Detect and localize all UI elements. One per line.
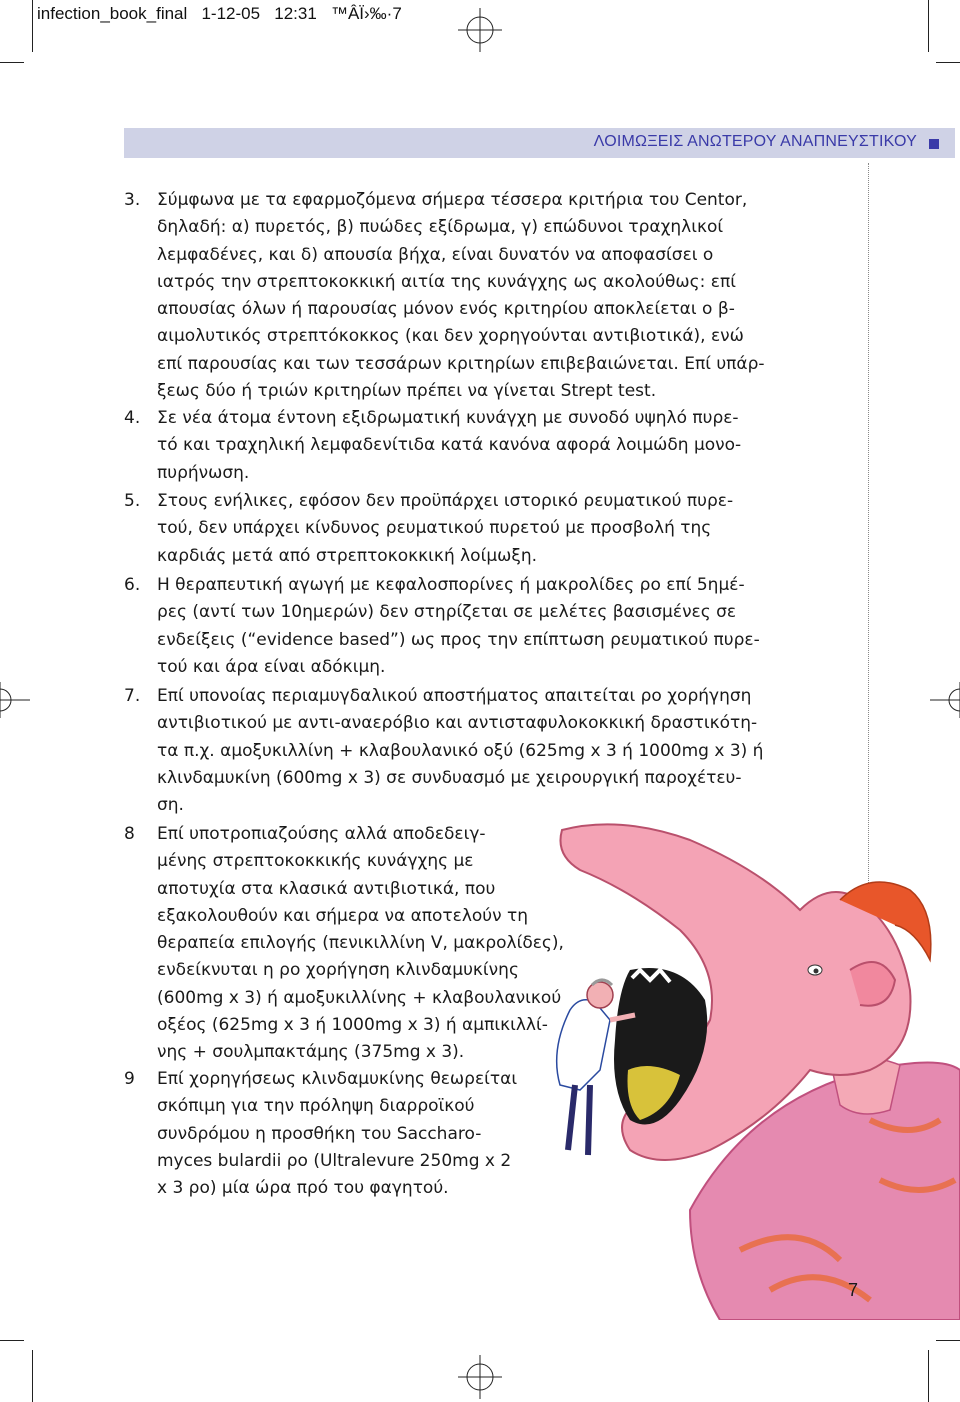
item-number: 5. xyxy=(124,491,141,511)
registration-mark-bottom xyxy=(458,1355,502,1399)
slug-time: 12:31 xyxy=(274,4,317,23)
registration-mark-right xyxy=(930,678,960,722)
item-line: πυρήνωση. xyxy=(157,462,250,483)
item-line: Επί χορηγήσεως κλινδαμυκίνης θεωρείται xyxy=(157,1069,518,1089)
item-number: 9 xyxy=(124,1069,135,1089)
item-line: λεμφαδένες, και δ) απουσία βήχα, είναι δυνατόν να αποφασίσει ο xyxy=(157,244,714,265)
item-line: ρες (αντί των 10ημερών) δεν στηρίζεται σε μελέτες βασισμένες σε xyxy=(157,602,737,623)
slug-code: ™ÂÏ›‰·7 xyxy=(330,4,402,23)
page-number: 7 xyxy=(848,1280,859,1300)
item-line: τα π.χ. αμοξυκιλλίνη + κλαβουλανικό οξύ (625mg x 3 ή 1000mg x 3) ή xyxy=(157,740,764,761)
slug-file: infection_book_final xyxy=(37,4,188,23)
item-line: ση. xyxy=(157,795,184,816)
item-number: 3. xyxy=(124,190,141,210)
item-line: επί παρουσίας και των τεσσάρων κριτηρίων επιβεβαιώνεται. Επί υπάρ- xyxy=(157,353,765,374)
item-number: 8 xyxy=(124,824,135,844)
item-line: (600mg x 3) ή αμοξυκιλλίνης + κλαβουλανικού xyxy=(157,987,562,1008)
item-line: τού και άρα είναι αδόκιμη. xyxy=(157,656,386,677)
item-line: myces bulardii ρο (Ultralevure 250mg x 2 xyxy=(157,1150,512,1171)
item-line: αιμολυτικός στρεπτόκοκκος (και δεν χορηγούνται αντιβιοτικά), ενώ xyxy=(157,326,744,347)
item-line: νης + σουλμπακτάμης (375mg x 3). xyxy=(157,1042,465,1063)
item-line: αποτυχία στα κλασικά αντιβιοτικά, που xyxy=(157,878,496,899)
item-line: τό και τραχηλική λεμφαδενίτιδα κατά κανόνα αφορά λοιμώδη μονο- xyxy=(157,435,742,456)
item-number: 6. xyxy=(124,575,141,595)
item-line: Σύμφωνα με τα εφαρμοζόμενα σήμερα τέσσερα κριτήρια του Centor, xyxy=(157,190,748,210)
item-line: τού, δεν υπάρχει κίνδυνος ρευματικού πυρετού με προσβολή της xyxy=(157,518,712,539)
print-slug xyxy=(37,4,402,24)
item-number: 7. xyxy=(124,686,141,706)
item-line: x 3 ρο) μία ώρα πρό του φαγητού. xyxy=(157,1178,449,1199)
item-line: καρδιάς μετά από στρεπτοκοκκική λοίμωξη. xyxy=(157,545,538,566)
item-line: ιατρός την στρεπτοκοκκική αιτία της κυνάγχης ως ακολούθως: επί xyxy=(157,271,736,292)
item-number: 4. xyxy=(124,408,141,428)
item-line: αντιβιοτικού με αντι-αναερόβιο και αντισταφυλοκοκκική δραστικότη- xyxy=(157,713,758,734)
item-line: Επί υπονοίας περιαμυγδαλικού αποστήματος απαιτείται ρο χορήγηση xyxy=(157,686,752,706)
item-line: θεραπεία επιλογής (πενικιλλίνη V, μακρολίδες), xyxy=(157,933,564,954)
registration-mark-left xyxy=(0,678,30,722)
item-line: Επί υποτροπιαζούσης αλλά αποδεδειγ- xyxy=(157,824,486,844)
slug-date: 1-12-05 xyxy=(201,4,261,23)
item-line: Στους ενήλικες, εφόσον δεν προϋπάρχει ιστορικό ρευματικού πυρε- xyxy=(157,491,734,511)
crop-mark-top-left-h xyxy=(0,62,24,63)
crop-mark-top-left-v xyxy=(32,0,33,52)
crop-mark-top-right-h xyxy=(936,62,960,63)
header-square-bullet xyxy=(929,139,939,149)
item-line: κλινδαμυκίνη (600mg x 3) σε συνδυασμό με χειρουργική παροχέτευ- xyxy=(157,767,742,788)
throat-exam-illustration xyxy=(540,820,960,1320)
item-line: οξέος (625mg x 3 ή 1000mg x 3) ή αμπικιλλί- xyxy=(157,1015,548,1036)
crop-mark-bottom-left-v xyxy=(32,1350,33,1402)
chapter-title: ΛΟΙΜΩΞΕΙΣ ΑΝΩΤΕΡΟΥ ΑΝΑΠΝΕΥΣΤΙΚΟΥ xyxy=(593,133,917,150)
item-line: ενδείκνυται η ρο χορήγηση κλινδαμυκίνης xyxy=(157,960,519,981)
item-line: ενδείξεις (“evidence based”) ως προς την επίπτωση ρευματικού πυρε- xyxy=(157,629,760,650)
item-line: απουσίας όλων ή παρουσίας μόνον ενός κριτηρίου αποκλείεται ο β- xyxy=(157,299,735,320)
item-line: Σε νέα άτομα έντονη εξιδρωματική κυνάγχη με συνοδό υψηλό πυρε- xyxy=(157,408,739,428)
item-line: μένης στρεπτοκοκκικής κυνάγχης με xyxy=(157,851,474,872)
registration-mark-top xyxy=(458,8,502,52)
item-line: εξακολουθούν και σήμερα να αποτελούν τη xyxy=(157,905,529,926)
running-header xyxy=(124,128,955,158)
crop-mark-top-right-v xyxy=(928,0,929,52)
item-line: ξεως δύο ή τριών κριτηρίων πρέπει να γίνεται Strept test. xyxy=(157,381,657,402)
item-line: δηλαδή: α) πυρετός, β) πυώδες εξίδρωμα, γ) επώδυνοι τραχηλικοί xyxy=(157,217,724,238)
item-line: σκόπιμη για την πρόληψη διαρροϊκού xyxy=(157,1096,475,1117)
item-line: συνδρόμου η προσθήκη του Saccharo- xyxy=(157,1123,482,1144)
item-line: Η θεραπευτική αγωγή με κεφαλοσπορίνες ή μακρολίδες ρο επί 5ημέ- xyxy=(157,575,745,595)
crop-mark-bottom-left-h xyxy=(0,1340,24,1341)
crop-mark-bottom-right-h xyxy=(936,1340,960,1341)
crop-mark-bottom-right-v xyxy=(928,1350,929,1402)
